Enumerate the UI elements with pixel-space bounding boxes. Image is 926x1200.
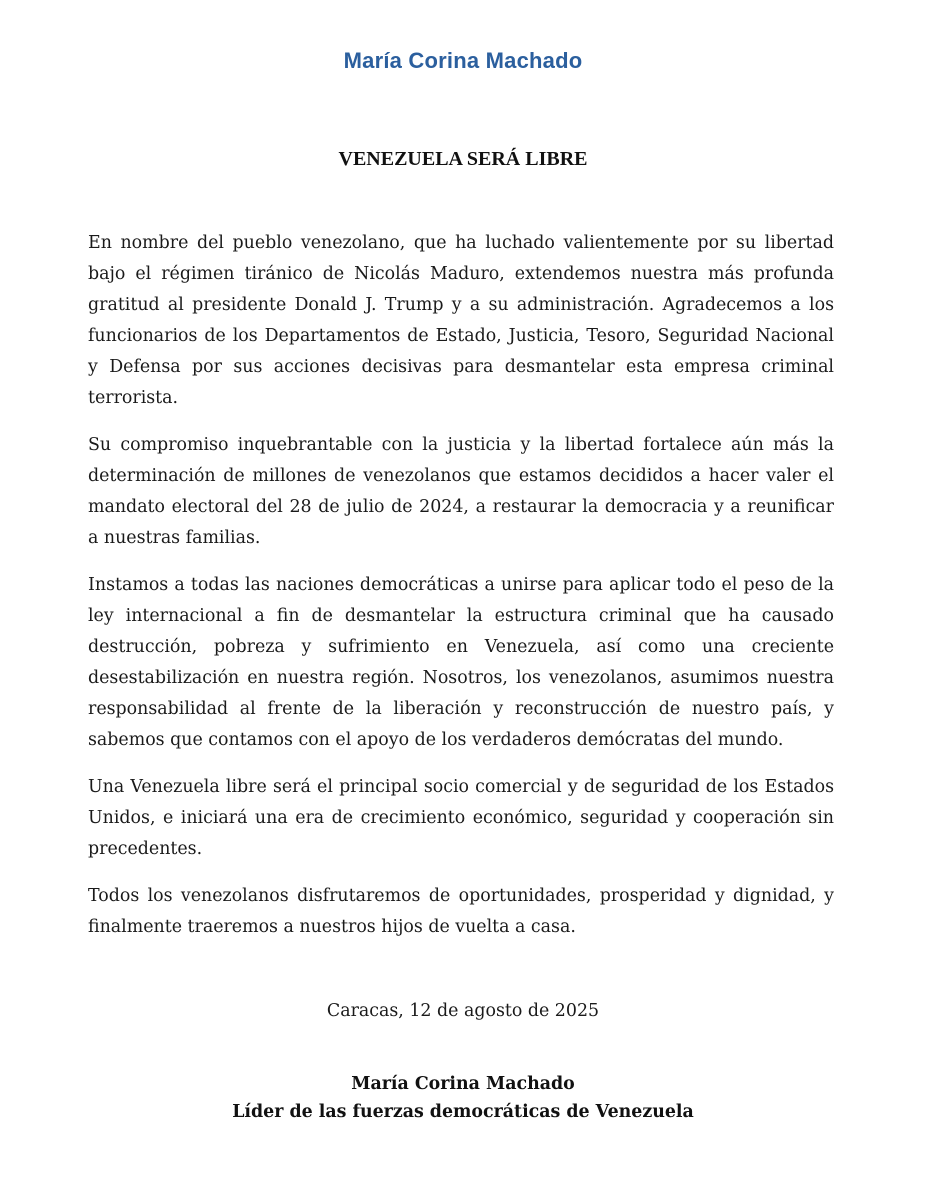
paragraph-5: Todos los venezolanos disfrutaremos de oportunidades, prosperidad y dignidad, y finalmente traeremos a nuestros hijos de vuelta a casa.: [88, 886, 834, 937]
document-title: VENEZUELA SERÁ LIBRE: [338, 148, 588, 170]
paragraph-2: Su compromiso inquebrantable con la justicia y la libertad fortalece aún más la determinación de millones de venezolanos que estamos decididos a hacer valer el mandato electoral del 28 de julio de 2024, a restaurar la democracia y a reunificar a nuestras familias.: [88, 435, 834, 548]
letter-body: [88, 228, 834, 959]
paragraph-1: En nombre del pueblo venezolano, que ha luchado valientemente por su libertad bajo el régimen tiránico de Nicolás Maduro, extendemos nuestra más profunda gratitud al presidente Donald J. Trump y a su administración. Agradecemos a los funcionarios de los Departamentos de Estado, Justicia, Tesoro, Seguridad Nacional y Defensa por sus acciones decisivas para desmantelar esta empresa criminal terrorista.: [88, 233, 834, 408]
paragraph-4: Una Venezuela libre será el principal socio comercial y de seguridad de los Estados Unidos, e iniciará una era de crecimiento económico, seguridad y cooperación sin precedentes.: [88, 777, 834, 859]
place-and-date: Caracas, 12 de agosto de 2025: [326, 1001, 600, 1021]
signature-role: Líder de las fuerzas democráticas de Venezuela: [232, 1102, 694, 1122]
signature-block: [0, 1070, 926, 1126]
signature-name: María Corina Machado: [351, 1074, 575, 1094]
letterhead-name: María Corina Machado: [343, 48, 583, 73]
paragraph-3: Instamos a todas las naciones democráticas a unirse para aplicar todo el peso de la ley internacional a fin de desmantelar la estructura criminal que ha causado destrucción, pobreza y sufrimiento en Venezuela, así como una creciente desestabilización en nuestra región. Nosotros, los venezolanos, asumimos nuestra responsabilidad al frente de la liberación y reconstrucción de nuestro país, y sabemos que contamos con el apoyo de los verdaderos demócratas del mundo.: [88, 575, 834, 750]
